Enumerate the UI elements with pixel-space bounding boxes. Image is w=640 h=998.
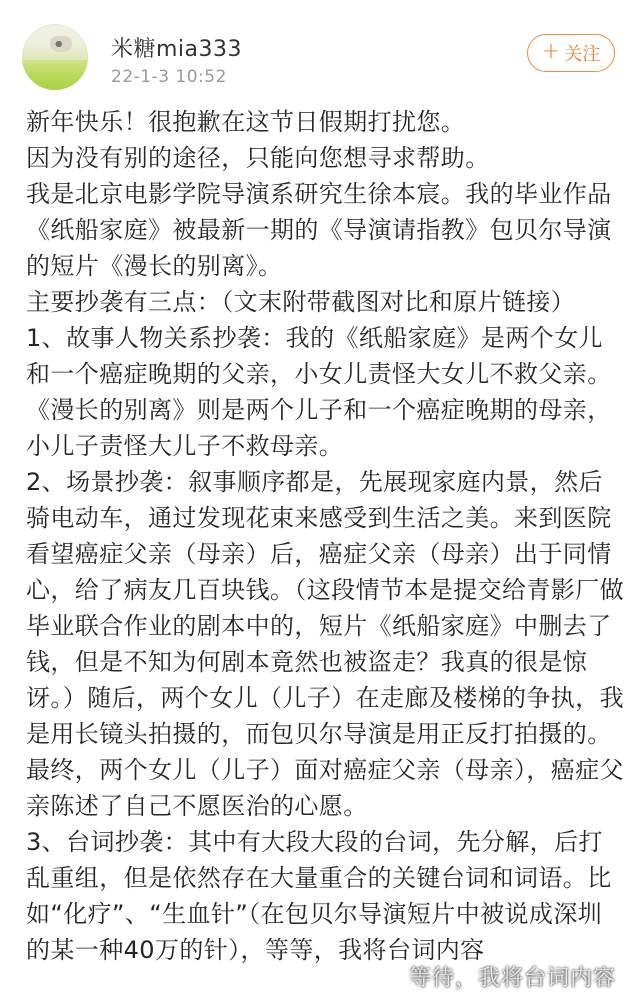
post-paragraph: 因为没有别的途径，只能向您想寻求帮助。 [26, 144, 490, 172]
post-timestamp: 22-1-3 10:52 [111, 67, 227, 87]
post-paragraph: 新年快乐！很抱歉在这节日假期打扰您。 [26, 108, 466, 136]
post-paragraph: 2、场景抄袭：叙事顺序都是，先展现家庭内景，然后骑电动车，通过发现花束来感受到生活之美。来到医院看望癌症父亲（母亲）后，癌症父亲（母亲）出于同情心，给了病友几百块钱。（这段情节本是提交给青影厂做毕业联合作业的剧本中的，短片《纸船家庭》中删去了钱，但是不知为何剧本竟然也被盗走？我真的很是惊讶。）随后，两个女儿（儿子）在走廊及楼梯的争执，我是用长镜头拍摄的，而包贝尔导演是用正反打拍摄的。最终，两个女儿（儿子）面对癌症父亲（母亲），癌症父亲陈述了自己不愿医治的心愿。 [26, 468, 624, 820]
post-paragraph: 3、台词抄袭：其中有大段大段的台词，先分解，后打乱重组，但是依然存在大量重合的关键台词和词语。比如“化疗”、“生血针”（在包贝尔导演短片中被说成深圳的某一种40万的针），等等，我将台词内容 [26, 828, 612, 964]
watermark-overlay: 等待，我将台词内容 [408, 966, 616, 991]
avatar[interactable] [22, 24, 88, 90]
follow-label: 关注 [564, 44, 601, 65]
avatar-cat-shape [50, 36, 72, 52]
post-paragraph: 我是北京电影学院导演系研究生徐本宸。我的毕业作品《纸船家庭》被最新一期的《导演请指教》包贝尔导演的短片《漫长的别离》。 [26, 180, 612, 280]
post-header [0, 0, 640, 104]
post-body [26, 104, 626, 968]
plus-icon: + [541, 39, 561, 64]
avatar-glass-shape [22, 60, 88, 90]
author-name[interactable]: 米糖mia333 [111, 37, 243, 62]
post-paragraph: 1、故事人物关系抄袭：我的《纸船家庭》是两个女儿和一个癌症晚期的父亲，小女儿责怪大女儿不救父亲。《漫长的别离》则是两个儿子和一个癌症晚期的母亲，小儿子责怪大儿子不救母亲。 [26, 324, 612, 460]
follow-button[interactable] [527, 34, 615, 72]
post-paragraph: 主要抄袭有三点：（文末附带截图对比和原片链接） [26, 288, 576, 316]
